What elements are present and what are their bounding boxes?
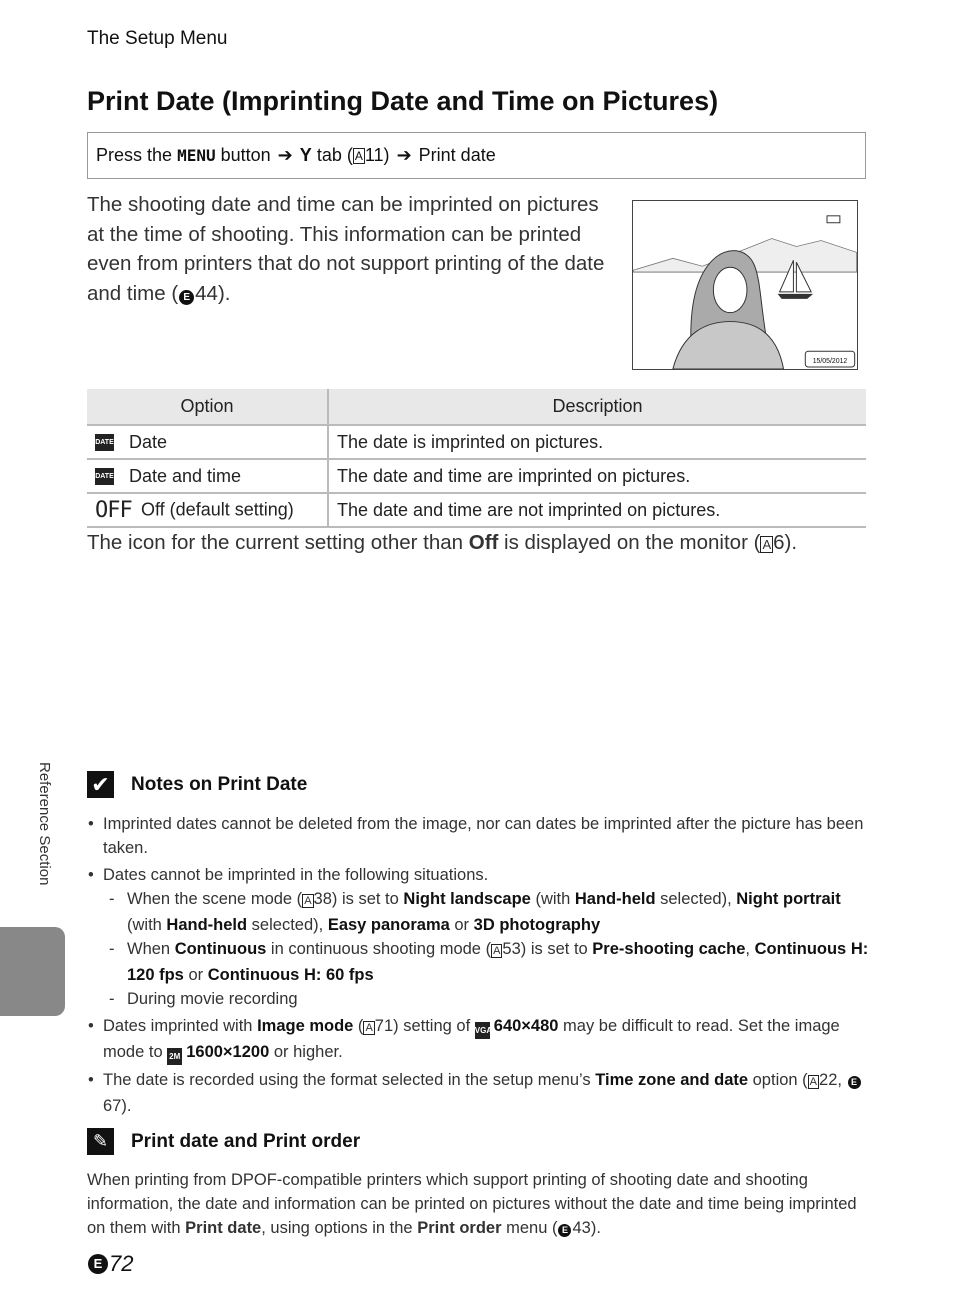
list-item (103, 812, 877, 860)
book-icon: A (493, 945, 501, 957)
sub-list-item: - When the scene mode ( A 38) is set to Night landscape (with Hand-held selected), Night portrait (with Hand-held selected), Easy panorama or 3D photography (103, 887, 877, 937)
notes-heading-text: Notes on Print Date (131, 773, 308, 795)
note-text: Imprinted dates cannot be deleted from the image, nor can dates be imprinted after the picture has been taken. (103, 815, 864, 857)
book-icon: A (304, 895, 312, 907)
date-time-icon: DATE (95, 468, 114, 485)
sample-photo (632, 200, 858, 370)
vga-image-mode-icon: VGA (475, 1022, 490, 1039)
print-order-heading (87, 1128, 360, 1155)
intro-ref-page: 44). (195, 281, 231, 305)
option-label: Date and time (129, 465, 242, 486)
section-header: The Setup Menu (87, 28, 228, 49)
option-description: The date and time are imprinted on pictures. (328, 459, 866, 493)
pencil-icon: ✎ (87, 1128, 114, 1155)
option-label: Date (129, 431, 168, 452)
e-reference-icon: E (848, 1076, 861, 1089)
path-page-ref: 11) (364, 145, 390, 165)
print-order-heading-text: Print date and Print order (131, 1130, 361, 1152)
path-button-text: button (220, 145, 271, 165)
checkmark-icon: ✔ (87, 771, 114, 798)
wrench-icon: Y (299, 145, 312, 165)
note-text: is displayed on the monitor ( (498, 531, 761, 554)
menu-path-box (87, 132, 866, 179)
table-row (87, 493, 866, 527)
table-row (87, 459, 866, 493)
path-press-the: Press the (96, 145, 173, 165)
e-section-icon: E (88, 1254, 108, 1274)
e-reference-icon: E (179, 290, 194, 305)
sub-list-item: - When Continuous in continuous shooting mode ( A 53) is set to Pre-shooting cache, Continuous H: 120 fps or Continuous H: 60 fps (103, 937, 877, 987)
note-bold-off: Off (468, 531, 499, 554)
table-header-description: Description (328, 389, 866, 425)
page-number (87, 1251, 133, 1277)
options-table (87, 389, 866, 528)
note-text: The icon for the current setting other than (87, 531, 469, 554)
book-icon: A (809, 1076, 818, 1088)
book-icon: A (762, 537, 772, 552)
off-icon: OFF (95, 497, 132, 523)
notes-list (87, 812, 877, 1121)
date-stamp: 15/05/2012 (812, 358, 848, 366)
table-row (87, 425, 866, 459)
side-section-tab (0, 927, 65, 1016)
sub-list-item: - During movie recording (103, 987, 877, 1011)
e-reference-icon: E (558, 1224, 571, 1237)
2m-image-mode-icon: 2M (167, 1048, 182, 1065)
notes-heading (87, 771, 307, 798)
menu-button-icon: MENU (177, 146, 216, 165)
path-tab-text: tab ( (316, 145, 353, 165)
book-icon: A (365, 1022, 373, 1034)
option-description: The date is imprinted on pictures. (328, 425, 866, 459)
print-order-paragraph: When printing from DPOF-compatible printers which support printing of shooting date and shooting information, the date and information can be printed on pictures without the date and time being imprinted on them with Print date, using options in the Print order menu ( E 43). (87, 1171, 857, 1237)
list-item: • Dates imprinted with Image mode ( A 71) setting of VGA 640×480 may be difficult to read. Set the image mode to 2M 1600×1200 or higher. (103, 1014, 877, 1065)
intro-text: The shooting date and time can be imprinted on pictures at the time of shooting. This information can be printed even from printers that do not support printing of the date and time ( (87, 193, 605, 305)
current-setting-note (87, 531, 797, 555)
arrow-icon: ➔ (396, 145, 412, 165)
option-label: Off (default setting) (141, 498, 294, 519)
side-section-label: Reference Section (36, 762, 53, 886)
book-icon: A (354, 148, 363, 163)
path-item: Print date (418, 145, 496, 165)
arrow-icon: ➔ (277, 145, 293, 165)
option-description: The date and time are not imprinted on pictures. (328, 493, 866, 527)
intro-paragraph (87, 190, 617, 308)
table-header-option: Option (87, 389, 328, 425)
list-item (103, 863, 877, 1011)
note-text: Dates cannot be imprinted in the following situations. (103, 866, 489, 884)
list-item: • The date is recorded using the format selected in the setup menu’s Time zone and date option ( A 22, E67). (103, 1068, 877, 1118)
page-title: Print Date (Imprinting Date and Time on Pictures) (87, 86, 719, 116)
page-number-text: 72 (109, 1251, 134, 1276)
note-text: 6). (773, 531, 798, 554)
date-icon: DATE (95, 434, 114, 451)
